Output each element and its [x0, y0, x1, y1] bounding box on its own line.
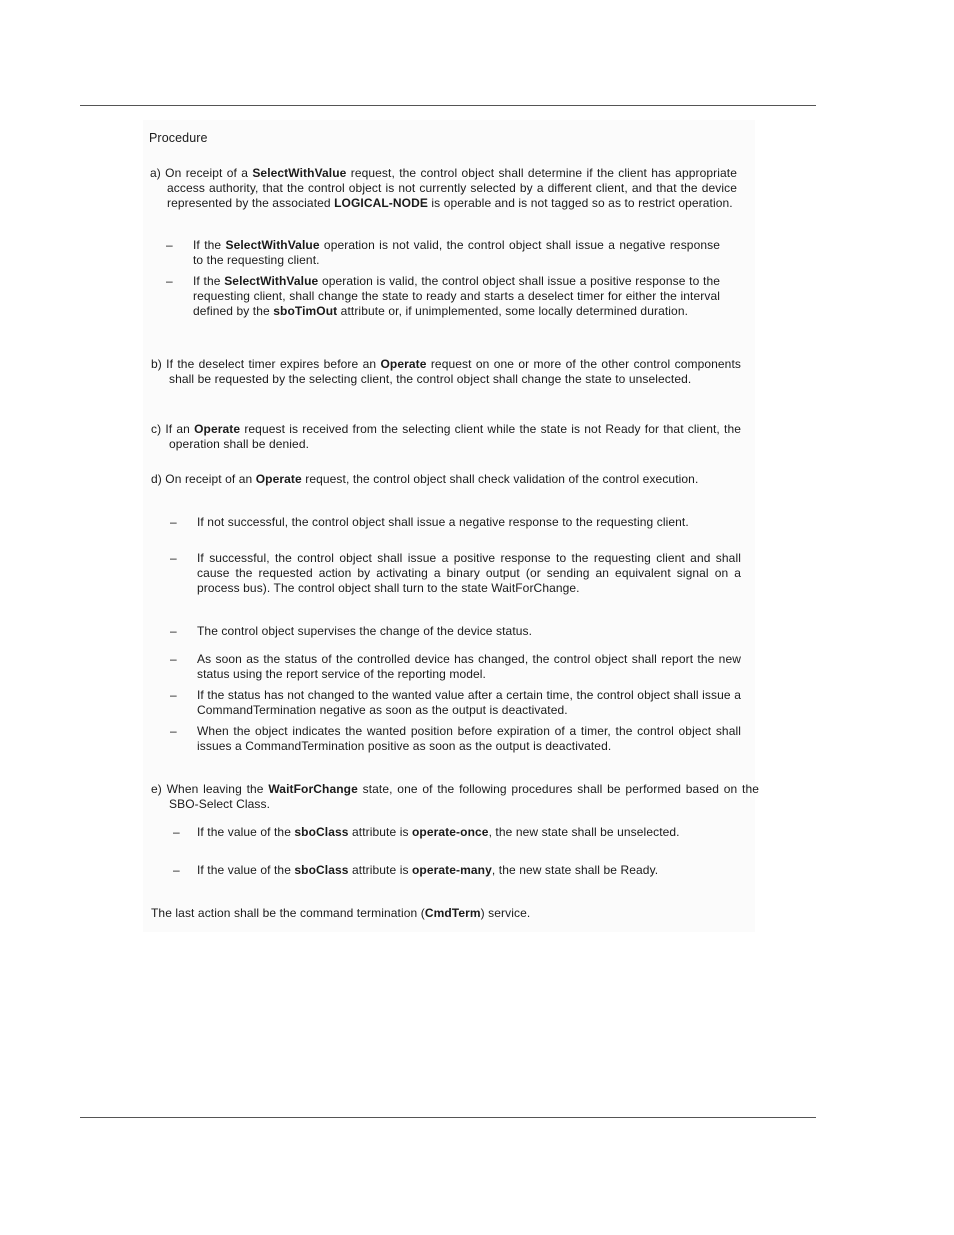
item-d-subitem-2: If successful, the control object shall issue a positive response to the requesting client and shall cause the requested action by activating a binary output (or sending an equivalent signal on a process bus). The control object shall turn to the state WaitForChange. — [197, 551, 741, 595]
item-d-subitem-4: As soon as the status of the controlled device has changed, the control object shall report the new status using the report service of the reporting model. — [197, 652, 741, 681]
closing-sentence: The last action shall be the command termination (CmdTerm) service. — [151, 906, 531, 920]
header-rule — [80, 105, 816, 106]
item-d-subitem-5: If the status has not changed to the wanted value after a certain time, the control object shall issue a CommandTermination negative as soon as the output is deactivated. — [197, 688, 741, 717]
procedure-item-c: c) If an Operate request is received from the selecting client while the state is not Ready for that client, the operation shall be denied. — [151, 422, 741, 451]
dash-marker: – — [170, 724, 177, 738]
procedure-item-a: a) On receipt of a SelectWithValue request, the control object shall determine if the client has appropriate access authority, that the control object is not currently selected by a different client, and that the device represented by the associated LOGICAL-NODE is operable and is not tagged so as to restrict operation. — [150, 166, 737, 210]
procedure-heading: Procedure — [149, 131, 208, 145]
item-d-subitem-3: The control object supervises the change of the device status. — [197, 624, 533, 638]
dash-marker: – — [173, 863, 180, 877]
item-d-subitem-1: If not successful, the control object shall issue a negative response to the requesting client. — [197, 515, 689, 529]
dash-marker: – — [166, 274, 173, 288]
dash-marker: – — [170, 688, 177, 702]
dash-marker: – — [170, 652, 177, 666]
dash-marker: – — [166, 238, 173, 252]
dash-marker: – — [170, 551, 177, 565]
dash-marker: – — [173, 825, 180, 839]
dash-marker: – — [170, 515, 177, 529]
footer-rule — [80, 1117, 816, 1118]
item-e-subitem-2: If the value of the sboClass attribute is operate-many, the new state shall be Ready. — [197, 863, 659, 877]
item-d-subitem-6: When the object indicates the wanted position before expiration of a timer, the control object shall issues a CommandTermination positive as soon as the output is deactivated. — [197, 724, 741, 753]
procedure-item-e: e) When leaving the WaitForChange state, one of the following procedures shall be performed based on the SBO-Select Class. — [151, 782, 759, 811]
item-a-subitem-2: If the SelectWithValue operation is valid, the control object shall issue a positive response to the requesting client, shall change the state to ready and starts a deselect timer for either the interval defined by the sboTimOut attribute or, if unimplemented, some locally determined duration. — [193, 274, 720, 318]
procedure-item-d: d) On receipt of an Operate request, the control object shall check validation of the control execution. — [151, 472, 699, 486]
item-a-subitem-1: If the SelectWithValue operation is not valid, the control object shall issue a negative response to the requesting client. — [193, 238, 720, 267]
procedure-item-b: b) If the deselect timer expires before an Operate request on one or more of the other control components shall be requested by the selecting client, the control object shall change the state to unselected. — [151, 357, 741, 386]
item-e-subitem-1: If the value of the sboClass attribute is operate-once, the new state shall be unselected. — [197, 825, 680, 839]
dash-marker: – — [170, 624, 177, 638]
